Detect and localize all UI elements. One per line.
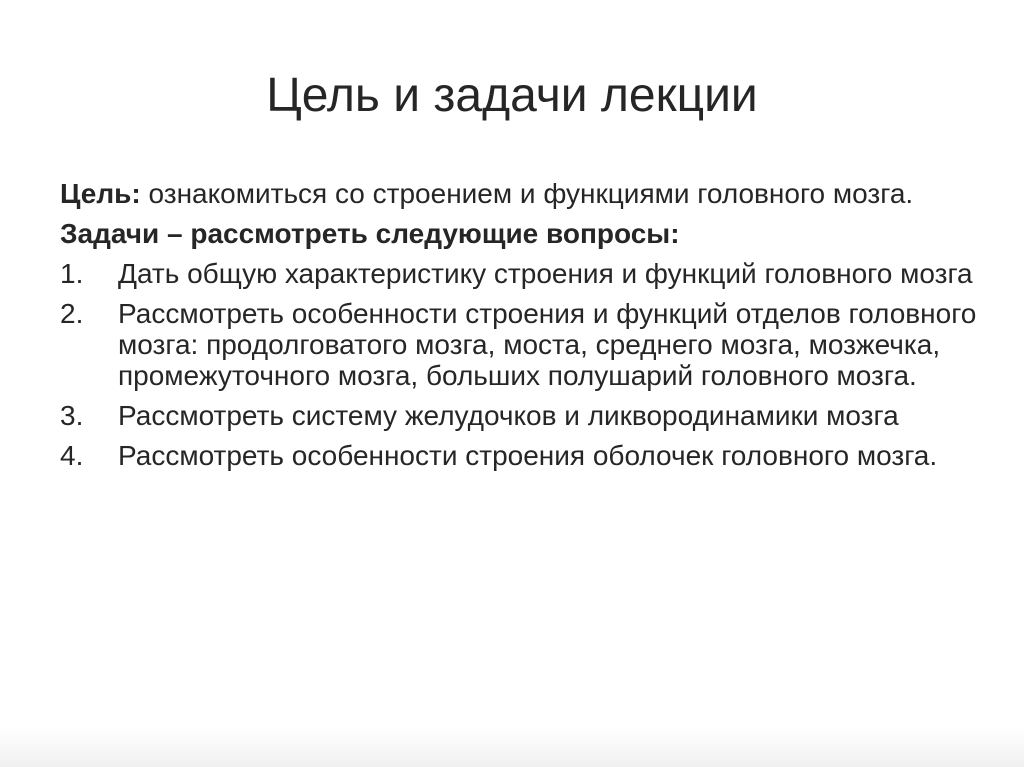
goal-paragraph: [60, 178, 1000, 209]
list-item-text: Рассмотреть особенности строения и функций отделов головного мозга: продолговатого мозга, моста, среднего мозга, мозжечка, промежуточного мозга, больших полушарий головного мозга.: [118, 298, 977, 391]
list-item-number: 3.: [60, 400, 84, 431]
slide-title: Цель и задачи лекции: [266, 69, 758, 122]
list-item: [60, 440, 1000, 471]
slide-body: [60, 178, 1000, 480]
goal-text: ознакомиться со строением и функциями головного мозга.: [140, 178, 914, 209]
list-item: [60, 258, 1000, 289]
tasks-list: [60, 258, 1000, 471]
list-item: [60, 298, 1000, 391]
list-item: [60, 400, 1000, 431]
goal-label: Цель:: [60, 178, 141, 209]
tasks-heading-text: Задачи – рассмотреть следующие вопросы:: [60, 218, 680, 249]
list-item-text: Рассмотреть особенности строения оболочек головного мозга.: [118, 440, 938, 471]
list-item-number: 2.: [60, 298, 84, 329]
list-item-text: Рассмотреть систему желудочков и ликвородинамики мозга: [118, 400, 899, 431]
tasks-heading: [60, 218, 1000, 249]
list-item-number: 1.: [60, 258, 84, 289]
list-item-number: 4.: [60, 440, 84, 471]
list-item-text: Дать общую характеристику строения и функций головного мозга: [118, 258, 973, 289]
